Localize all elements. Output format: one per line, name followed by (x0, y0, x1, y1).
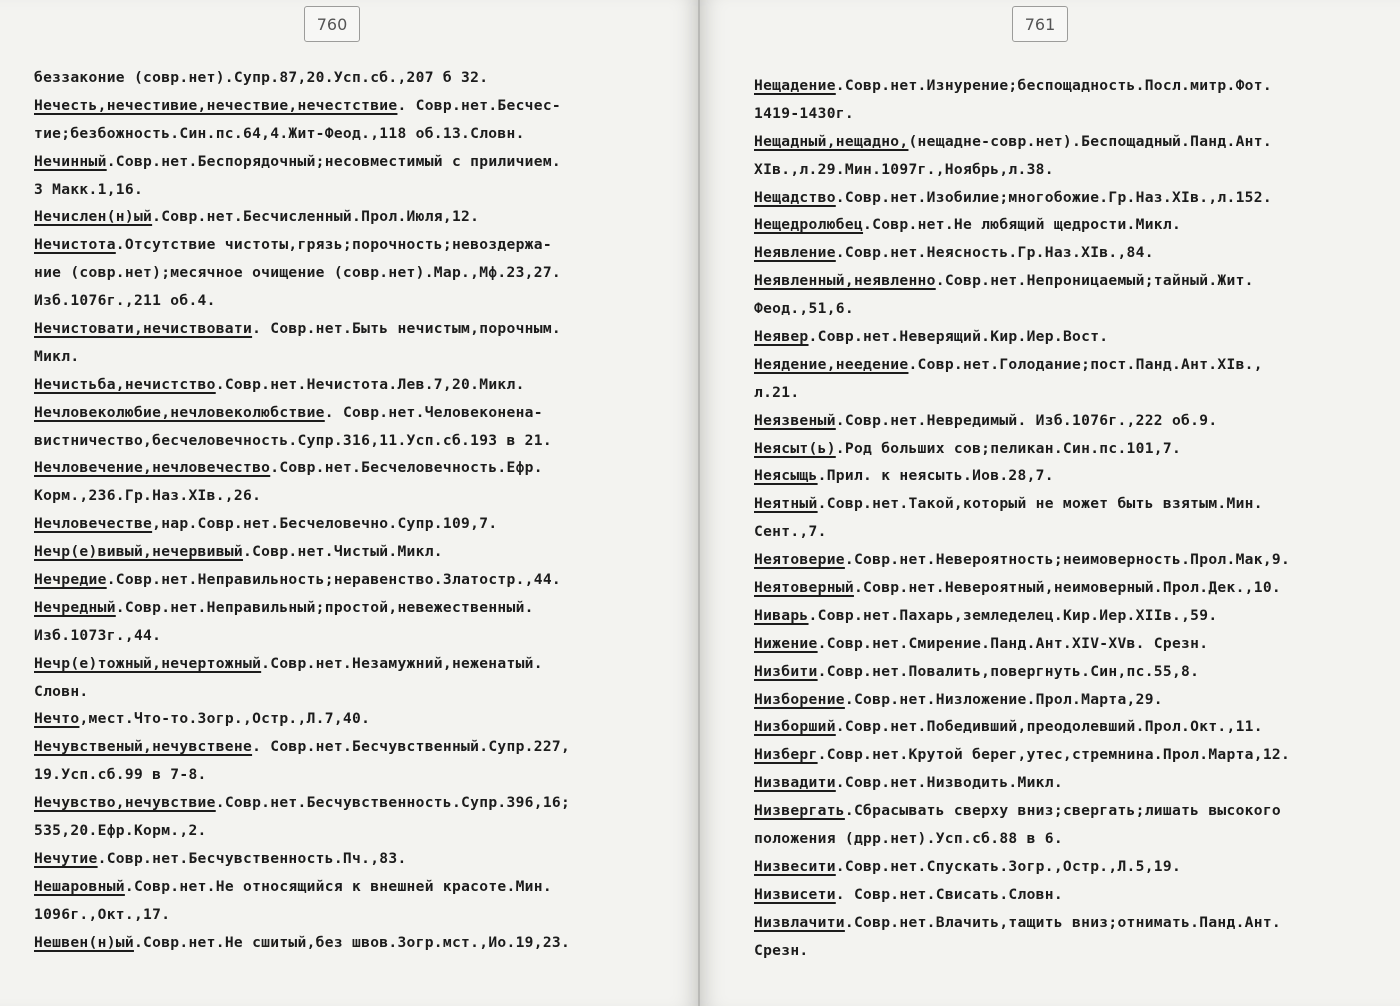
dictionary-line (34, 510, 674, 538)
entry-text: Феод.,51,6. (754, 300, 854, 318)
dictionary-line (754, 881, 1392, 909)
entry-text: . Совр.нет.Свисать.Словн. (835, 885, 1063, 903)
entry-text: Сент.,7. (754, 523, 827, 541)
entry-text: .Совр.нет.Бесчеловечность.Ефр. (270, 459, 543, 477)
dictionary-line (754, 741, 1392, 769)
entry-text: XIв.,л.29.Мин.1097г.,Ноябрь,л.38. (754, 160, 1054, 178)
entry-text: .Совр.нет.Голодание;пост.Панд.Ант.XIв., (908, 355, 1263, 373)
headword: Нечловечестве (34, 515, 153, 533)
headword: Нещадный,нещадно, (754, 132, 909, 150)
headword: Низвадити (754, 774, 836, 792)
right-page (700, 0, 1400, 1006)
entry-text: . Совр.нет.Бесчувственный.Супр.227, (252, 738, 571, 756)
dictionary-line (754, 267, 1392, 295)
entry-text: 1419-1430г. (754, 104, 854, 122)
dictionary-line (754, 602, 1392, 630)
entry-text: Срезн. (754, 941, 809, 959)
dictionary-line (754, 435, 1392, 463)
entry-text: .Совр.нет.Непроницаемый;тайный.Жит. (935, 272, 1254, 290)
headword: Нечр(е)вивый,нечервивый (34, 543, 243, 561)
dictionary-line (34, 929, 674, 957)
entry-text: .Совр.нет.Неясность.Гр.Наз.XIв.,84. (835, 244, 1154, 262)
entry-text: .Совр.нет.Невероятность;неимоверность.Прол.Мак,9. (844, 551, 1291, 569)
page-number-left: 760 (304, 6, 360, 42)
dictionary-line (34, 120, 674, 148)
headword: Нечто (34, 710, 80, 728)
entry-text: ,мест.Что-то.Зогр.,Остр.,Л.7,40. (79, 710, 371, 728)
dictionary-line (34, 454, 674, 482)
entry-text: 535,20.Ефр.Корм.,2. (34, 822, 207, 840)
dictionary-line (754, 797, 1392, 825)
entry-text: Словн. (34, 682, 89, 700)
dictionary-line (34, 231, 674, 259)
headword: Низборение (754, 690, 845, 708)
entry-text: .Совр.нет.Невредимый. Изб.1076г.,222 об.9. (835, 411, 1218, 429)
dictionary-line (754, 658, 1392, 686)
headword: Нешвен(н)ый (34, 933, 134, 951)
headword: Неятный (754, 495, 818, 513)
headword: Нечредие (34, 571, 107, 589)
entry-text: .Совр.нет.Пахарь,земледелец.Кир.Иер.XIIв.,59. (808, 606, 1218, 624)
dictionary-line (34, 873, 674, 901)
entry-text: .Совр.нет.Не любящий щедрости.Микл. (863, 216, 1182, 234)
right-entries (700, 72, 1400, 965)
dictionary-line (754, 184, 1392, 212)
entry-text: положения (дрр.нет).Усп.сб.88 в 6. (754, 830, 1063, 848)
dictionary-line (34, 203, 674, 231)
headword: Нечловечение,нечловечество (34, 459, 271, 477)
headword: Низберг (754, 746, 818, 764)
entry-text: Изб.1073г.,44. (34, 626, 162, 644)
entry-text: беззаконие (совр.нет).Супр.87,20.Усп.сб.,207 б 32. (34, 69, 489, 86)
dictionary-line (754, 937, 1392, 965)
entry-text: .Совр.нет.Победивший,преодолевший.Прол.Окт.,11. (835, 718, 1263, 736)
entry-text: .Совр.нет.Не относящийся к внешней красоте.Мин. (124, 877, 552, 895)
entry-text: .Отсутствие чистоты,грязь;порочность;невоздержа- (115, 236, 552, 254)
headword: Неясыщь (754, 467, 818, 485)
dictionary-line (34, 482, 674, 510)
headword: Нечистовати,нечиствовати (34, 320, 253, 338)
entry-text: ние (совр.нет);месячное очищение (совр.нет).Мар.,Мф.23,27. (34, 264, 561, 282)
entry-text: (нещадне-совр.нет).Беспощадный.Панд.Ант. (908, 132, 1272, 150)
entry-text: .Совр.нет.Такой,который не может быть взятым.Мин. (817, 495, 1263, 513)
dictionary-line (34, 287, 674, 315)
dictionary-line (34, 343, 674, 371)
headword: Нечр(е)тожный,нечертожный (34, 654, 262, 672)
dictionary-line (754, 686, 1392, 714)
entry-text: ,нар.Совр.нет.Бесчеловечно.Супр.109,7. (152, 515, 498, 533)
dictionary-line (34, 845, 674, 873)
dictionary-line (754, 909, 1392, 937)
dictionary-line (34, 817, 674, 845)
page-number-right: 761 (1012, 6, 1068, 42)
dictionary-line (34, 901, 674, 929)
entry-text: .Совр.нет.Чистый.Микл. (242, 543, 443, 561)
headword: Нечувство,нечувствие (34, 794, 216, 812)
dictionary-line (754, 295, 1392, 323)
entry-text: .Совр.нет.Изобилие;многобожие.Гр.Наз.XIв.,л.152. (835, 188, 1272, 206)
entry-text: тие;безбожность.Син.пс.64,4.Жит-Феод.,118 об.13.Словн. (34, 124, 525, 142)
dictionary-line (34, 538, 674, 566)
dictionary-line (754, 574, 1392, 602)
dictionary-line (754, 825, 1392, 853)
entry-text: .Совр.нет.Повалить,повергнуть.Син,пс.55,8. (817, 662, 1200, 680)
headword: Низборший (754, 718, 836, 736)
headword: Нижение (754, 634, 818, 652)
dictionary-line (34, 399, 674, 427)
entry-text: .Прил. к неясыть.Иов.28,7. (817, 467, 1054, 485)
dictionary-line (754, 351, 1392, 379)
dictionary-line (754, 853, 1392, 881)
entry-text: л.21. (754, 383, 800, 401)
dictionary-line (34, 371, 674, 399)
entry-text: .Совр.нет.Неверящий.Кир.Иер.Вост. (808, 328, 1109, 346)
entry-text: .Род больших сов;пеликан.Син.пс.101,7. (835, 439, 1182, 457)
entry-text: .Совр.нет.Незамужний,неженатый. (261, 654, 543, 672)
entry-text: 3 Макк.1,16. (34, 180, 144, 198)
entry-text: .Совр.нет.Бесчувственность.Супр.396,16; (215, 794, 571, 812)
dictionary-line (754, 630, 1392, 658)
headword: Неявление (754, 244, 836, 262)
headword: Нечредный (34, 598, 116, 616)
headword: Нещедролюбец (754, 216, 864, 234)
dictionary-line (34, 789, 674, 817)
entry-text: .Совр.нет.Смирение.Панд.Ант.XIV-XVв. Срезн. (817, 634, 1209, 652)
entry-text: .Совр.нет.Изнурение;беспощадность.Посл.митр.Фот. (835, 77, 1272, 94)
headword: Низбити (754, 662, 818, 680)
dictionary-line (754, 156, 1392, 184)
entry-text: .Совр.нет.Беспорядочный;несовместимый с приличием. (106, 152, 562, 170)
entry-text: .Совр.нет.Бесчувственность.Пч.,83. (97, 849, 407, 867)
dictionary-line (34, 594, 674, 622)
entry-text: .Совр.нет.Неправильный;простой,невежественный. (115, 598, 534, 616)
entry-text: 19.Усп.сб.99 в 7-8. (34, 766, 207, 784)
headword: Неятоверие (754, 551, 845, 569)
entry-text: Корм.,236.Гр.Наз.XIв.,26. (34, 487, 262, 505)
headword: Нечинный (34, 152, 107, 170)
headword: Неядение,неедение (754, 355, 909, 373)
dictionary-line (34, 259, 674, 287)
headword: Нешаровный (34, 877, 125, 895)
headword: Низвергать (754, 802, 845, 820)
entry-text: .Совр.нет.Крутой берег,утес,стремнина.Прол.Марта,12. (817, 746, 1291, 764)
entry-text: Изб.1076г.,211 об.4. (34, 292, 216, 310)
dictionary-line (754, 72, 1392, 100)
entry-text: .Совр.нет.Неправильность;неравенство.Златостр.,44. (106, 571, 562, 589)
headword: Нечловеколюбие,нечловеколюбствие (34, 403, 325, 421)
dictionary-line (34, 92, 674, 120)
dictionary-line (754, 518, 1392, 546)
dictionary-line (754, 769, 1392, 797)
entry-text: . Совр.нет.Быть нечистым,порочным. (252, 320, 562, 338)
dictionary-line (34, 622, 674, 650)
dictionary-line (754, 407, 1392, 435)
dictionary-line (754, 211, 1392, 239)
headword: Нечесть,нечестивие,нечествие,нечестствие (34, 96, 398, 114)
dictionary-line (34, 705, 674, 733)
dictionary-line (34, 733, 674, 761)
dictionary-line (34, 64, 674, 92)
headword: Низвлачити (754, 913, 845, 931)
entry-text: вистничество,бесчеловечность.Супр.316,11.Усп.сб.193 в 21. (34, 431, 552, 449)
dictionary-line (754, 239, 1392, 267)
dictionary-line (34, 148, 674, 176)
dictionary-line (754, 128, 1392, 156)
headword: Неявленный,неявленно (754, 272, 936, 290)
dictionary-line (754, 323, 1392, 351)
headword: Нечувственый,нечувствене (34, 738, 253, 756)
entry-text: .Совр.нет.Невероятный,неимоверный.Прол.Дек.,10. (853, 579, 1282, 597)
dictionary-line (34, 678, 674, 706)
dictionary-line (754, 546, 1392, 574)
dictionary-line (754, 462, 1392, 490)
dictionary-line (754, 379, 1392, 407)
headword: Неявер (754, 328, 809, 346)
headword: Нещадство (754, 188, 836, 206)
entry-text: . Совр.нет.Человеконена- (324, 403, 543, 421)
dictionary-line (754, 100, 1392, 128)
headword: Неятоверный (754, 579, 854, 597)
dictionary-line (34, 176, 674, 204)
entry-text: . Совр.нет.Бесчес- (397, 96, 562, 114)
dictionary-line (34, 761, 674, 789)
dictionary-line (754, 490, 1392, 518)
entry-text: .Совр.нет.Влачить,тащить вниз;отнимать.Панд.Ант. (844, 913, 1282, 931)
headword: Неязвеный (754, 411, 836, 429)
headword: Нечистота (34, 236, 116, 254)
entry-text: Микл. (34, 347, 80, 365)
entry-text: .Совр.нет.Не сшитый,без швов.Зогр.мст.,Ио.19,23. (133, 933, 571, 951)
entry-text: .Совр.нет.Спускать.Зогр.,Остр.,Л.5,19. (835, 857, 1182, 875)
dictionary-line (754, 713, 1392, 741)
dictionary-line (34, 315, 674, 343)
headword: Неясыт(ь) (754, 439, 836, 457)
entry-text: .Совр.нет.Низводить.Микл. (835, 774, 1063, 792)
dictionary-line (34, 650, 674, 678)
entry-text: .Совр.нет.Бесчисленный.Прол.Июля,12. (152, 208, 480, 226)
headword: Ниварь (754, 606, 809, 624)
headword: Низвесити (754, 857, 836, 875)
headword: Нечутие (34, 849, 98, 867)
headword: Нечислен(н)ый (34, 208, 153, 226)
entry-text: .Сбрасывать сверху вниз;свергать;лишать высокого (844, 802, 1282, 820)
headword: Нечистьба,нечистство (34, 375, 216, 393)
entry-text: .Совр.нет.Нечистота.Лев.7,20.Микл. (215, 375, 525, 393)
dictionary-line (34, 566, 674, 594)
dictionary-line (34, 427, 674, 455)
left-entries (0, 64, 698, 957)
entry-text: .Совр.нет.Низложение.Прол.Марта,29. (844, 690, 1163, 708)
headword: Низвисети (754, 885, 836, 903)
entry-text: 1096г.,Окт.,17. (34, 905, 171, 923)
headword: Нещадение (754, 77, 836, 94)
